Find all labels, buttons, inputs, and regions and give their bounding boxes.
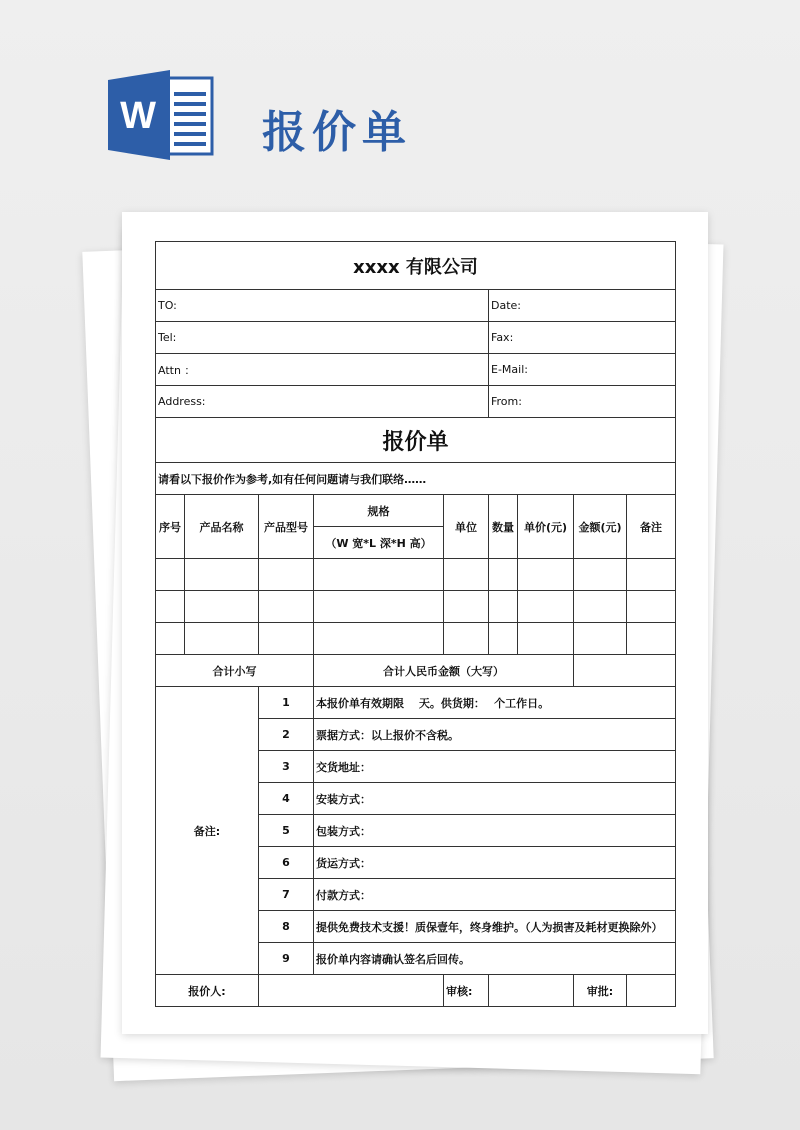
remark-number: 9 — [259, 943, 314, 975]
remark-text: 安装方式： — [314, 783, 676, 815]
table-row[interactable] — [156, 623, 676, 655]
remark-number: 4 — [259, 783, 314, 815]
remark-number: 1 — [259, 687, 314, 719]
remark-text: 交货地址： — [314, 751, 676, 783]
logo-letter: W — [120, 95, 156, 137]
approver-label: 审批: — [574, 975, 627, 1007]
quotation-form — [155, 241, 676, 1007]
remark-number: 3 — [259, 751, 314, 783]
email-field[interactable]: E-Mail: — [489, 354, 676, 386]
tel-field[interactable]: Tel: — [156, 322, 489, 354]
remark-number: 7 — [259, 879, 314, 911]
approver-field[interactable] — [627, 975, 676, 1007]
date-field[interactable]: Date: — [489, 290, 676, 322]
remark-number: 5 — [259, 815, 314, 847]
attn-field[interactable]: Attn ： — [156, 354, 489, 386]
col-unit: 单位 — [444, 495, 489, 559]
fax-field[interactable]: Fax: — [489, 322, 676, 354]
total-cn-label: 合计人民币金额（大写） — [314, 655, 574, 687]
total-cn-value[interactable] — [574, 655, 676, 687]
quoter-field[interactable] — [259, 975, 444, 1007]
col-spec: 规格 — [314, 495, 444, 527]
remark-text: 货运方式： — [314, 847, 676, 879]
col-amount: 金额(元) — [574, 495, 627, 559]
page-title: 报价单 — [262, 107, 412, 158]
subtotal-label: 合计小写 — [156, 655, 314, 687]
form-note: 请看以下报价作为参考,如有任何问题请与我们联络…… — [156, 463, 676, 495]
remarks-label: 备注: — [156, 687, 259, 975]
remark-text: 报价单内容请确认签名后回传。 — [314, 943, 676, 975]
reviewer-field[interactable] — [489, 975, 574, 1007]
quoter-label: 报价人: — [156, 975, 259, 1007]
remark-number: 6 — [259, 847, 314, 879]
remark-text: 提供免费技术支援！质保壹年，终身维护。（人为损害及耗材更换除外） — [314, 911, 676, 943]
table-row[interactable] — [156, 591, 676, 623]
reviewer-label: 审核: — [444, 975, 489, 1007]
col-qty: 数量 — [489, 495, 518, 559]
remark-number: 2 — [259, 719, 314, 751]
remark-text: 包装方式： — [314, 815, 676, 847]
address-field[interactable]: Address: — [156, 386, 489, 418]
from-field[interactable]: From: — [489, 386, 676, 418]
col-model: 产品型号 — [259, 495, 314, 559]
col-price: 单价(元) — [518, 495, 574, 559]
to-field[interactable]: TO: — [156, 290, 489, 322]
table-row[interactable] — [156, 559, 676, 591]
form-title: 报价单 — [156, 418, 676, 463]
col-seq: 序号 — [156, 495, 185, 559]
col-remark: 备注 — [627, 495, 676, 559]
remark-text: 票据方式：以上报价不含税。 — [314, 719, 676, 751]
remark-number: 8 — [259, 911, 314, 943]
remark-text: 本报价单有效期限 天。供货期： 个工作日。 — [314, 687, 676, 719]
col-name: 产品名称 — [185, 495, 259, 559]
remark-text: 付款方式： — [314, 879, 676, 911]
company-name: xxxx 有限公司 — [156, 242, 676, 290]
word-document-icon — [108, 70, 218, 160]
col-spec-sub: （W 宽*L 深*H 高） — [314, 527, 444, 559]
